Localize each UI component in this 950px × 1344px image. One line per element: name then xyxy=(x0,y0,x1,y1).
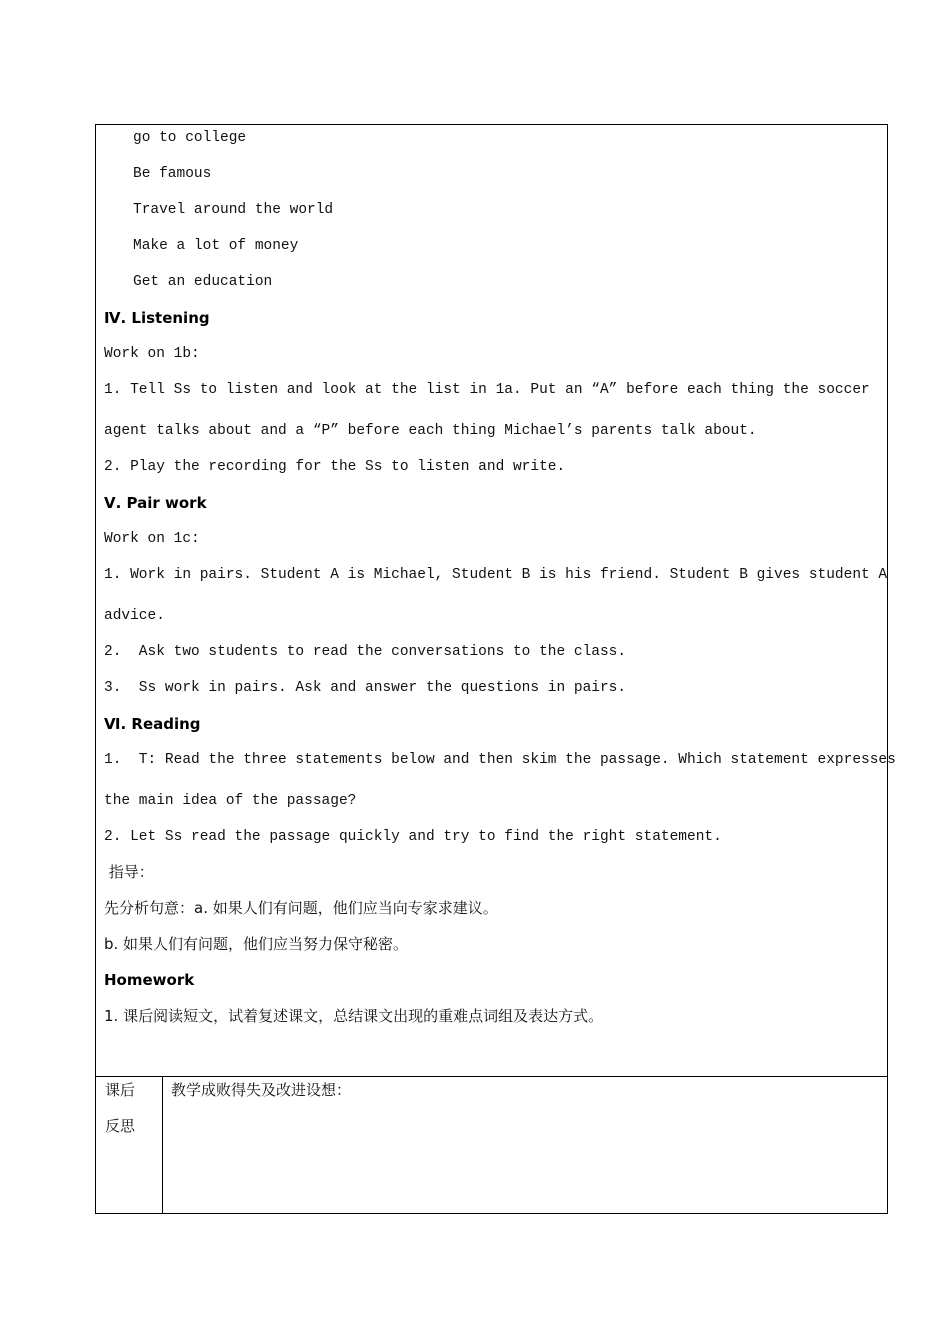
reflection-text: 教学成败得失及改进设想： xyxy=(171,1081,352,1099)
guide-label: 指导： xyxy=(104,863,154,881)
reflection-label-line-2: 反思 xyxy=(105,1117,136,1135)
list-item: Be famous xyxy=(133,166,212,182)
column-divider xyxy=(162,1076,163,1214)
pair-work-item-2: 2. Ask two students to read the conversations to the class. xyxy=(104,644,627,660)
reading-heading: Ⅵ. Reading xyxy=(104,715,201,733)
listening-item-1: 1. Tell Ss to listen and look at the list in 1a. Put an “A” before each thing the soccer xyxy=(104,382,870,398)
reading-item-1: 1. T: Read the three statements below and then skim the passage. Which statement expresses xyxy=(104,752,896,768)
list-item: Get an education xyxy=(133,274,273,290)
listening-item-1-cont: agent talks about and a “P” before each thing Michael’s parents talk about. xyxy=(104,423,757,439)
row-divider xyxy=(95,1076,888,1077)
list-item: Make a lot of money xyxy=(133,238,299,254)
reading-item-2: 2. Let Ss read the passage quickly and try to find the right statement. xyxy=(104,829,722,845)
pair-work-intro: Work on 1c: xyxy=(104,531,200,547)
reading-item-1-cont: the main idea of the passage? xyxy=(104,793,357,809)
pair-work-item-1: 1. Work in pairs. Student A is Michael, Student B is his friend. Student B gives student A xyxy=(104,567,888,583)
pair-work-item-1-cont: advice. xyxy=(104,608,165,624)
pair-work-heading: Ⅴ. Pair work xyxy=(104,494,207,512)
guide-a: 先分析句意：a. 如果人们有问题，他们应当向专家求建议。 xyxy=(104,899,498,917)
list-item: Travel around the world xyxy=(133,202,334,218)
listening-item-2: 2. Play the recording for the Ss to listen and write. xyxy=(104,459,566,475)
list-item: go to college xyxy=(133,130,247,146)
guide-b: b. 如果人们有问题，他们应当努力保守秘密。 xyxy=(104,935,409,953)
pair-work-item-3: 3. Ss work in pairs. Ask and answer the questions in pairs. xyxy=(104,680,627,696)
reflection-label-line-1: 课后 xyxy=(105,1081,136,1099)
homework-item-1: 1. 课后阅读短文，试着复述课文，总结课文出现的重难点词组及表达方式。 xyxy=(104,1007,604,1025)
listening-intro: Work on 1b: xyxy=(104,346,200,362)
listening-heading: Ⅳ. Listening xyxy=(104,309,210,327)
homework-heading: Homework xyxy=(104,971,195,989)
